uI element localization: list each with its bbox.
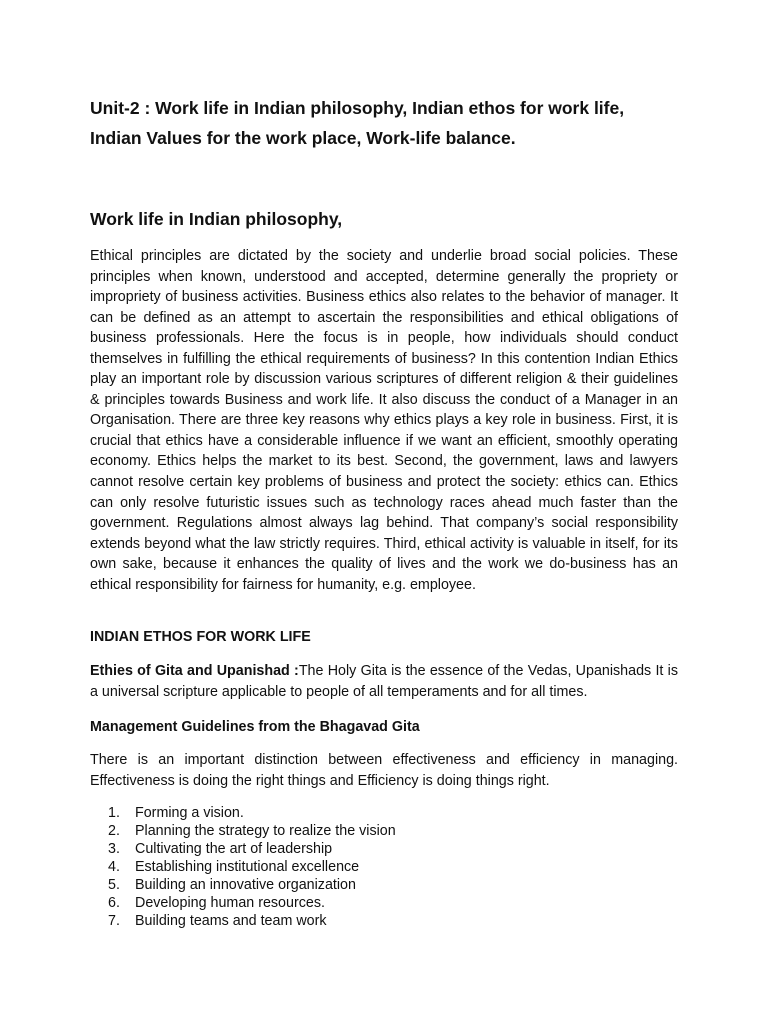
- list-item-text: Cultivating the art of leadership: [135, 841, 333, 857]
- management-guidelines-heading: Management Guidelines from the Bhagavad Gita: [90, 719, 420, 735]
- unit-title: Unit-2 : Work life in Indian philosophy, Indian ethos for work life, Indian Values for the work place, Work-life balance.: [90, 98, 625, 148]
- list-item-text: Developing human resources.: [135, 895, 325, 911]
- list-item: [90, 840, 396, 858]
- list-item-text: Building an innovative organization: [135, 877, 356, 893]
- gita-paragraph: [90, 661, 678, 702]
- list-item-number: 4.: [108, 859, 120, 875]
- list-item: [90, 912, 396, 930]
- list-item: [90, 858, 396, 876]
- list-item-number: 7.: [108, 913, 120, 929]
- list-item: [90, 804, 396, 822]
- list-item: [90, 894, 396, 912]
- gita-body-text: The Holy Gita is the essence of the Vedas, Upanishads It is a universal scripture applicable to people of all temperaments and for all times.: [90, 663, 678, 700]
- indian-ethos-heading: INDIAN ETHOS FOR WORK LIFE: [90, 629, 311, 645]
- list-item-number: 3.: [108, 841, 120, 857]
- document-page: [90, 0, 680, 1024]
- list-item-number: 2.: [108, 823, 120, 839]
- list-item-number: 1.: [108, 805, 120, 821]
- section-title-work-life: Work life in Indian philosophy,: [90, 209, 343, 229]
- list-item-text: Planning the strategy to realize the vision: [135, 823, 396, 839]
- list-item-number: 6.: [108, 895, 120, 911]
- list-item: [90, 876, 396, 894]
- list-item: [90, 822, 396, 840]
- effectiveness-paragraph: There is an important distinction between effectiveness and efficiency in managing. Effectiveness is doing the right things and Efficiency is doing things right.: [90, 752, 678, 789]
- guidelines-list: [90, 804, 396, 930]
- list-item-text: Building teams and team work: [135, 913, 327, 929]
- list-item-text: Establishing institutional excellence: [135, 859, 360, 875]
- gita-lead-text: Ethies of Gita and Upanishad :: [90, 663, 299, 679]
- ethics-paragraph: Ethical principles are dictated by the society and underlie broad social policies. These principles when known, understood and accepted, determine generally the propriety or impropriety of business activities. Business ethics also relates to the behavior of manager. It can be defined as an attempt to ascertain the responsibilities and ethical obligations of business professionals. Here the focus is in people, how individuals should conduct themselves in fulfilling the ethical requirements of business? In this contention Indian Ethics play an important role by discussion various scriptures of different religion & their guidelines & principles towards Business and work life. It also discuss the conduct of a Manager in an Organisation. There are three key reasons why ethics plays a key role in business. First, it is crucial that ethics have a considerable influence if we want an efficient, smoothly operating economy. Ethics helps the market to its best. Second, the government, laws and lawyers cannot resolve certain key problems of business and protect the society: ethics can. Ethics can only resolve futuristic issues such as technology races ahead much faster than the government. Regulations almost always lag behind. That company’s social responsibility extends beyond what the law strictly requires. Third, ethical activity is valuable in itself, for its own sake, because it enhances the quality of lives and the work we do-business has an ethical responsibility for fairness for humanity, e.g. employee.: [90, 248, 678, 593]
- list-item-text: Forming a vision.: [135, 805, 244, 821]
- list-item-number: 5.: [108, 877, 120, 893]
